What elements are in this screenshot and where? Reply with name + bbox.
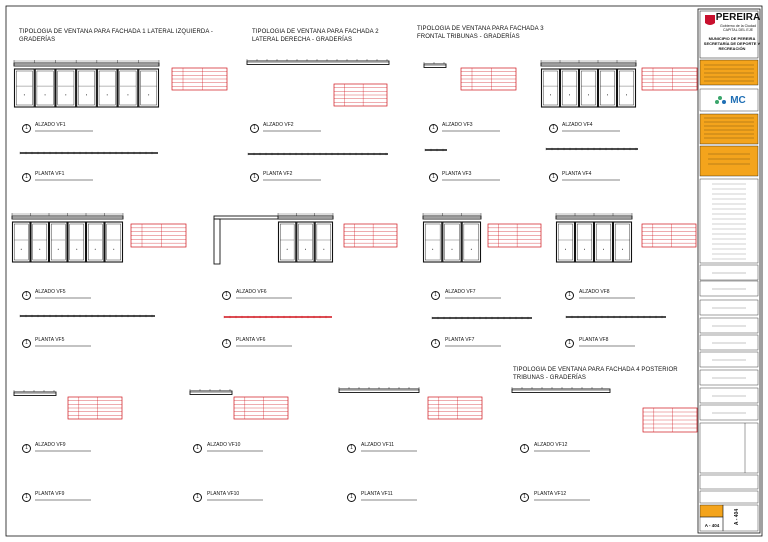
- section-title-fachada-4: [513, 367, 678, 382]
- plan-label-vf5: PLANTA VF5: [35, 337, 65, 343]
- firm-logo-icon: [718, 96, 722, 100]
- view-marker: 1: [520, 493, 529, 502]
- window-vf1-glass: [99, 71, 115, 105]
- plan-label-vf8: PLANTA VF8: [579, 337, 609, 343]
- section-title-line: FRONTAL TRIBUNAS - GRADERÍAS: [417, 33, 520, 40]
- section-title-line: TIPOLOGIA DE VENTANA PARA FACHADA 3: [417, 26, 544, 32]
- window-vf5-handle: [39, 249, 40, 250]
- brand-name: PEREIRA: [715, 12, 761, 23]
- window-vf5-panel: [13, 222, 31, 262]
- window-vf8-glass: [558, 224, 573, 260]
- window-vf6-handle: [287, 249, 288, 250]
- window-vf8-panel: [614, 222, 632, 262]
- designer-info-box: [700, 114, 758, 144]
- title-block-row: [700, 475, 758, 489]
- window-vf6-handle: [323, 249, 324, 250]
- window-vf7-glass: [445, 224, 460, 260]
- view-marker: 1: [429, 124, 438, 133]
- view-marker: 1: [222, 291, 231, 300]
- window-vf1-panel: [56, 69, 76, 107]
- window-vf1-handle: [65, 94, 66, 95]
- view-marker: 1: [22, 124, 31, 133]
- window-vf5-handle: [21, 249, 22, 250]
- window-vf4-panel: [561, 69, 579, 107]
- client-line: RECREACIÓN: [718, 46, 746, 51]
- window-vf1-glass: [37, 71, 53, 105]
- plan-label-vf11: PLANTA VF11: [361, 491, 393, 497]
- elevation-label-vf7: ALZADO VF7: [445, 289, 476, 295]
- window-vf5-panel: [87, 222, 105, 262]
- client-line: MUNICIPIO DE PEREIRA: [708, 36, 756, 41]
- notes-box: [700, 423, 758, 473]
- title-block-row: [700, 388, 758, 403]
- title-block-row: [700, 405, 758, 420]
- window-vf5-panel: [50, 222, 68, 262]
- view-marker: 1: [22, 444, 31, 453]
- window-vf1-glass: [78, 71, 94, 105]
- window-vf4-glass: [600, 71, 615, 105]
- elevation-label-vf8: ALZADO VF8: [579, 289, 610, 295]
- window-vf1-panel: [35, 69, 55, 107]
- window-vf1-glass: [58, 71, 74, 105]
- section-title-line: TIPOLOGIA DE VENTANA PARA FACHADA 4 POSTERIOR: [513, 367, 678, 373]
- sheet-number-box: [700, 505, 723, 517]
- window-vf7-handle: [471, 249, 472, 250]
- title-block-row: [700, 370, 758, 385]
- window-vf8-handle: [622, 249, 623, 250]
- plan-label-vf1: PLANTA VF1: [35, 171, 65, 177]
- window-vf4-glass: [619, 71, 634, 105]
- window-vf5-panel: [68, 222, 86, 262]
- window-vf4-glass: [562, 71, 577, 105]
- view-marker: 1: [22, 173, 31, 182]
- window-vf6-glass: [299, 224, 313, 260]
- section-title-fachada-2: [252, 29, 379, 44]
- title-block-row: [700, 335, 758, 350]
- section-title-line: GRADERÍAS: [19, 36, 56, 43]
- window-vf6-panel: [279, 222, 296, 262]
- sheet-code: A - 404: [704, 523, 720, 528]
- window-vf1-glass: [16, 71, 32, 105]
- revision-list-box: [700, 179, 758, 263]
- window-vf5-glass: [107, 224, 121, 260]
- view-marker: 1: [22, 291, 31, 300]
- window-vf5-glass: [51, 224, 65, 260]
- window-vf6-glass: [280, 224, 294, 260]
- title-block-row: [700, 352, 758, 367]
- elevation-label-vf12: ALZADO VF12: [534, 442, 568, 448]
- title-block-row: [700, 300, 758, 315]
- elevation-label-vf9: ALZADO VF9: [35, 442, 66, 448]
- view-marker: 1: [22, 339, 31, 348]
- window-vf6-glass: [317, 224, 331, 260]
- view-marker: 1: [565, 291, 574, 300]
- contractor-info-box: [700, 146, 758, 176]
- window-vf7-panel: [462, 222, 480, 262]
- window-vf1-handle: [24, 94, 25, 95]
- window-vf1-panel: [139, 69, 159, 107]
- section-title-line: TIPOLOGIA DE VENTANA PARA FACHADA 2: [252, 29, 379, 35]
- window-vf8-glass: [577, 224, 592, 260]
- window-vf4-panel: [580, 69, 598, 107]
- plan-label-vf12: PLANTA VF12: [534, 491, 567, 497]
- view-marker: 1: [250, 124, 259, 133]
- window-vf1-glass: [120, 71, 136, 105]
- view-marker: 1: [520, 444, 529, 453]
- title-block-row: [700, 281, 758, 296]
- window-vf7-panel: [443, 222, 461, 262]
- window-vf4-handle: [550, 94, 551, 95]
- window-vf7-glass: [464, 224, 479, 260]
- view-marker: 1: [347, 493, 356, 502]
- elevation-label-vf1: ALZADO VF1: [35, 122, 66, 128]
- window-vf7-panel: [424, 222, 442, 262]
- window-vf1-handle: [127, 94, 128, 95]
- window-vf5-glass: [88, 224, 102, 260]
- window-vf7-glass: [425, 224, 440, 260]
- window-vf5-handle: [113, 249, 114, 250]
- window-vf4-glass: [581, 71, 596, 105]
- window-vf4-handle: [588, 94, 589, 95]
- section-title-fachada-1: [19, 29, 213, 44]
- window-vf6-handle: [305, 249, 306, 250]
- window-vf4-handle: [569, 94, 570, 95]
- window-vf1-glass: [140, 71, 156, 105]
- window-vf4-panel: [542, 69, 560, 107]
- client-line: SECRETARÍA DE DEPORTE Y: [703, 41, 761, 46]
- sheet-code-box: [723, 505, 758, 531]
- window-vf4-handle: [607, 94, 608, 95]
- window-vf5-glass: [14, 224, 28, 260]
- firm-logo-icon: [722, 100, 726, 104]
- elevation-label-vf4: ALZADO VF4: [562, 122, 593, 128]
- window-vf6-side: [214, 219, 220, 264]
- title-block-row: [700, 491, 758, 503]
- elevation-label-vf3: ALZADO VF3: [442, 122, 473, 128]
- elevation-label-vf5: ALZADO VF5: [35, 289, 66, 295]
- window-vf8-handle: [565, 249, 566, 250]
- title-block-frame: [698, 9, 760, 533]
- plan-label-vf10: PLANTA VF10: [207, 491, 240, 497]
- window-vf1-panel: [97, 69, 117, 107]
- view-marker: 1: [193, 493, 202, 502]
- window-vf7-handle: [432, 249, 433, 250]
- window-vf5-handle: [58, 249, 59, 250]
- project-info-box: [700, 60, 758, 85]
- view-marker: 1: [549, 173, 558, 182]
- plan-label-vf2: PLANTA VF2: [263, 171, 293, 177]
- window-vf5-handle: [76, 249, 77, 250]
- plan-label-vf9: PLANTA VF9: [35, 491, 65, 497]
- plan-label-vf7: PLANTA VF7: [445, 337, 475, 343]
- plan-label-vf6: PLANTA VF6: [236, 337, 266, 343]
- view-marker: 1: [565, 339, 574, 348]
- section-title-line: TRIBUNAS - GRADERÍAS: [513, 374, 587, 381]
- elevation-label-vf6: ALZADO VF6: [236, 289, 267, 295]
- window-vf8-glass: [615, 224, 630, 260]
- elevation-label-vf11: ALZADO VF11: [361, 442, 394, 448]
- window-vf8-handle: [603, 249, 604, 250]
- firm-logo-text: MC: [730, 95, 746, 106]
- elevation-label-vf10: ALZADO VF10: [207, 442, 241, 448]
- window-vf8-panel: [557, 222, 575, 262]
- plan-label-vf4: PLANTA VF4: [562, 171, 592, 177]
- section-title-fachada-3: [417, 26, 544, 41]
- view-marker: 1: [347, 444, 356, 453]
- brand-tagline: Gobierno de la Ciudad: [720, 24, 756, 28]
- view-marker: 1: [431, 339, 440, 348]
- window-vf6-panel: [297, 222, 314, 262]
- window-vf5-panel: [105, 222, 123, 262]
- window-vf4-glass: [543, 71, 558, 105]
- section-title-line: LATERAL DERECHA - GRADERÍAS: [252, 36, 353, 43]
- plan-label-vf3: PLANTA VF3: [442, 171, 472, 177]
- window-vf1-handle: [107, 94, 108, 95]
- window-vf6-panel: [315, 222, 332, 262]
- window-vf5-handle: [95, 249, 96, 250]
- window-vf7-handle: [452, 249, 453, 250]
- window-vf1-panel: [118, 69, 138, 107]
- view-marker: 1: [429, 173, 438, 182]
- window-vf1-panel: [77, 69, 97, 107]
- elevation-label-vf2: ALZADO VF2: [263, 122, 294, 128]
- window-vf5-glass: [70, 224, 84, 260]
- view-marker: 1: [549, 124, 558, 133]
- window-vf1-handle: [148, 94, 149, 95]
- view-marker: 1: [250, 173, 259, 182]
- window-vf5-glass: [33, 224, 47, 260]
- window-vf8-handle: [584, 249, 585, 250]
- window-vf5-panel: [31, 222, 49, 262]
- title-block-row: [700, 265, 758, 280]
- firm-logo-icon: [715, 100, 719, 104]
- window-vf1-handle: [45, 94, 46, 95]
- title-block-row: [700, 318, 758, 333]
- view-marker: 1: [193, 444, 202, 453]
- sheet-code-vertical: A - 404: [734, 508, 740, 526]
- window-vf8-glass: [596, 224, 611, 260]
- section-title-line: TIPOLOGIA DE VENTANA PARA FACHADA 1 LATERAL IZQUIERDA -: [19, 29, 213, 35]
- view-marker: 1: [431, 291, 440, 300]
- window-vf4-panel: [618, 69, 636, 107]
- view-marker: 1: [222, 339, 231, 348]
- view-marker: 1: [22, 493, 31, 502]
- window-vf1-handle: [86, 94, 87, 95]
- window-vf8-panel: [576, 222, 594, 262]
- window-vf1-panel: [15, 69, 35, 107]
- window-vf4-handle: [626, 94, 627, 95]
- brand-subtag: CAPITAL DEL EJE: [722, 28, 754, 32]
- window-vf4-panel: [599, 69, 617, 107]
- sheet-border: [6, 6, 762, 536]
- window-vf8-panel: [595, 222, 613, 262]
